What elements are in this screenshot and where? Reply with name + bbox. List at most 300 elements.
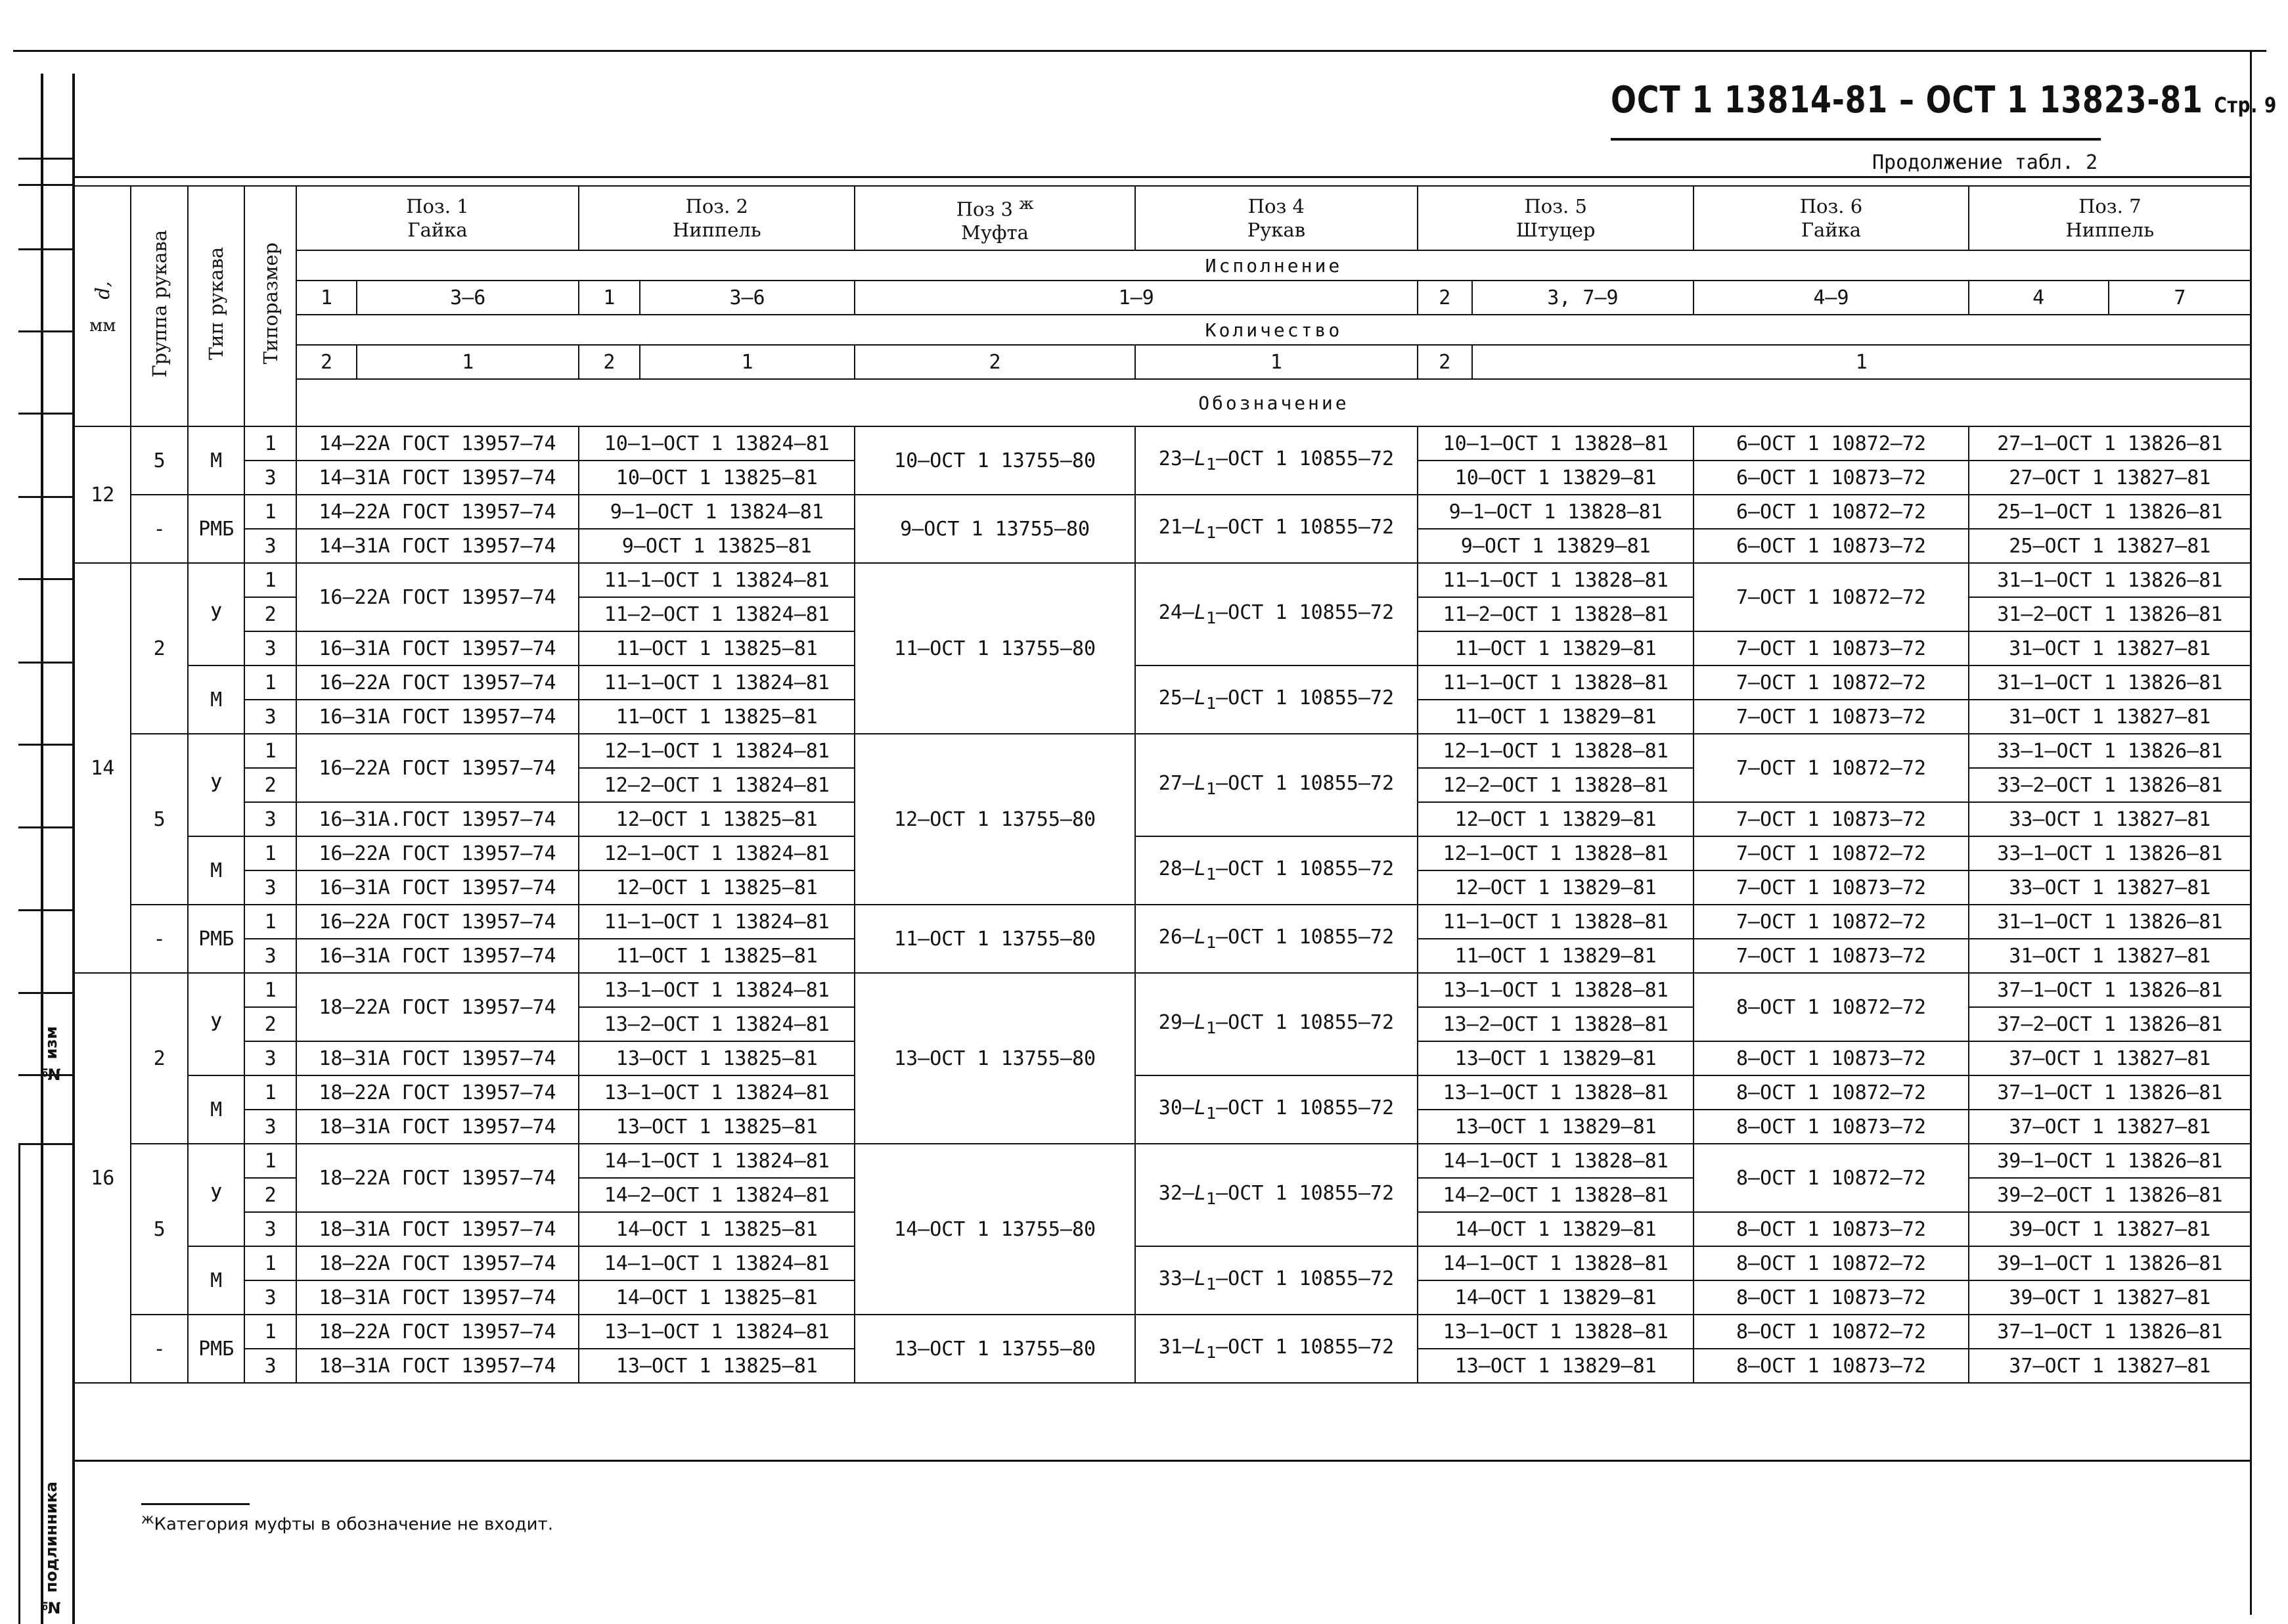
table-row <box>74 734 2251 768</box>
pos4-length-sub: 1 <box>1206 1274 1217 1294</box>
pos4-cell <box>1135 905 1418 973</box>
pos7-cell: 31–ОСТ 1 13827–81 <box>1969 939 2251 973</box>
pos4-length-var: L <box>1194 1336 1207 1359</box>
pos4-name: Рукав <box>1247 219 1306 241</box>
pos7-cell: 39–ОСТ 1 13827–81 <box>1969 1280 2251 1315</box>
pos4-length-sub: 1 <box>1206 865 1217 884</box>
frame-tick <box>18 248 72 250</box>
pos7-cell: 25–1–ОСТ 1 13826–81 <box>1969 495 2251 529</box>
pos6-cell: 7–ОСТ 1 10873–72 <box>1694 802 1968 836</box>
pos4-cell <box>1135 1144 1418 1246</box>
kol-p1a: 2 <box>296 345 357 379</box>
pos4-prefix: 32– <box>1158 1182 1194 1205</box>
page-label: Стр. 9 <box>2214 93 2277 118</box>
pos1-cell: 16–22А ГОСТ 13957–74 <box>296 665 579 700</box>
specification-table <box>74 185 2252 1384</box>
type-cell: РМБ <box>188 495 244 563</box>
pos5-cell: 13–1–ОСТ 1 13828–81 <box>1418 1315 1694 1349</box>
col-size-label: Типоразмер <box>259 242 282 365</box>
pos3-name: Муфта <box>961 221 1029 244</box>
isp-p34: 1–9 <box>855 281 1418 315</box>
pos5-cell: 13–2–ОСТ 1 13828–81 <box>1418 1007 1694 1041</box>
table-row <box>74 665 2251 700</box>
pos4-suffix: –ОСТ 1 10855–72 <box>1216 1011 1395 1034</box>
pos6-cell: 7–ОСТ 1 10873–72 <box>1694 870 1968 905</box>
pos7-cell: 37–1–ОСТ 1 13826–81 <box>1969 973 2251 1007</box>
pos3-num: Поз 3 <box>956 198 1013 221</box>
isp-p2b: 3–6 <box>640 281 855 315</box>
pos5-cell: 13–ОСТ 1 13829–81 <box>1418 1349 1694 1383</box>
pos2-cell: 14–2–ОСТ 1 13824–81 <box>579 1178 855 1212</box>
kol-p4: 1 <box>1135 345 1418 379</box>
group-cell: 2 <box>131 563 187 734</box>
footnote-divider <box>141 1503 250 1505</box>
pos6-header <box>1694 186 1968 250</box>
pos1-cell: 16–31А ГОСТ 13957–74 <box>296 870 579 905</box>
table-row <box>74 1315 2251 1349</box>
pos6-cell: 8–ОСТ 1 10872–72 <box>1694 1246 1968 1280</box>
kol-p1b: 1 <box>357 345 579 379</box>
pos6-cell: 8–ОСТ 1 10873–72 <box>1694 1041 1968 1075</box>
pos5-cell: 11–ОСТ 1 13829–81 <box>1418 631 1694 665</box>
pos7-cell: 37–ОСТ 1 13827–81 <box>1969 1041 2251 1075</box>
pos4-prefix: 33– <box>1158 1267 1194 1290</box>
pos4-suffix: –ОСТ 1 10855–72 <box>1216 1182 1395 1205</box>
pos1-cell: 14–31А ГОСТ 13957–74 <box>296 529 579 563</box>
pos5-cell: 12–1–ОСТ 1 13828–81 <box>1418 836 1694 870</box>
pos2-cell: 12–2–ОСТ 1 13824–81 <box>579 768 855 802</box>
size-cell: 3 <box>244 939 296 973</box>
pos2-cell: 13–ОСТ 1 13825–81 <box>579 1349 855 1383</box>
pos4-length-var: L <box>1194 447 1207 470</box>
table-row <box>74 1246 2251 1280</box>
pos4-cell <box>1135 1075 1418 1144</box>
pos5-num: Поз. 5 <box>1524 195 1587 217</box>
frame-stub-line <box>41 74 43 1624</box>
col-d-header <box>74 186 131 426</box>
pos3-cell: 12–ОСТ 1 13755–80 <box>855 734 1134 905</box>
table-body <box>74 426 2251 1383</box>
size-cell: 1 <box>244 1315 296 1349</box>
pos4-header <box>1135 186 1418 250</box>
pos2-cell: 11–ОСТ 1 13825–81 <box>579 631 855 665</box>
pos5-cell: 12–ОСТ 1 13829–81 <box>1418 802 1694 836</box>
pos4-prefix: 21– <box>1158 516 1194 539</box>
type-cell: М <box>188 665 244 734</box>
size-cell: 1 <box>244 1144 296 1178</box>
pos3-cell: 13–ОСТ 1 13755–80 <box>855 973 1134 1144</box>
group-cell: - <box>131 495 187 563</box>
pos3-cell: 9–ОСТ 1 13755–80 <box>855 495 1134 563</box>
pos1-header <box>296 186 579 250</box>
col-type-header <box>188 186 244 426</box>
pos2-cell: 14–ОСТ 1 13825–81 <box>579 1212 855 1246</box>
pos2-cell: 10–ОСТ 1 13825–81 <box>579 461 855 495</box>
pos6-cell: 6–ОСТ 1 10872–72 <box>1694 426 1968 461</box>
pos4-prefix: 27– <box>1158 772 1194 795</box>
pos4-length-var: L <box>1194 687 1207 710</box>
col-d-unit: мм <box>89 316 116 336</box>
kol-p2a: 2 <box>579 345 640 379</box>
frame-tick <box>18 909 72 911</box>
group-cell: 2 <box>131 973 187 1144</box>
size-cell: 3 <box>244 1041 296 1075</box>
isp-p6: 4–9 <box>1694 281 1968 315</box>
type-cell: У <box>188 973 244 1075</box>
kol-p3: 2 <box>855 345 1134 379</box>
frame-header-line <box>74 176 2250 178</box>
pos3-cell: 10–ОСТ 1 13755–80 <box>855 426 1134 495</box>
pos2-cell: 11–ОСТ 1 13825–81 <box>579 700 855 734</box>
type-cell: У <box>188 563 244 665</box>
pos4-length-var: L <box>1194 1182 1207 1205</box>
pos1-cell: 16–22А ГОСТ 13957–74 <box>296 905 579 939</box>
pos5-cell: 9–1–ОСТ 1 13828–81 <box>1418 495 1694 529</box>
pos2-cell: 11–1–ОСТ 1 13824–81 <box>579 563 855 597</box>
pos4-length-sub: 1 <box>1206 1104 1217 1123</box>
type-cell: М <box>188 1246 244 1315</box>
pos6-cell: 7–ОСТ 1 10872–72 <box>1694 836 1968 870</box>
isp-p5b: 3, 7–9 <box>1472 281 1694 315</box>
pos1-cell: 18–31А ГОСТ 13957–74 <box>296 1280 579 1315</box>
pos1-cell: 18–22А ГОСТ 13957–74 <box>296 973 579 1041</box>
pos1-cell: 16–22А ГОСТ 13957–74 <box>296 563 579 631</box>
kol-p567: 1 <box>1472 345 2252 379</box>
pos7-cell: 31–1–ОСТ 1 13826–81 <box>1969 905 2251 939</box>
pos6-name: Гайка <box>1801 219 1862 241</box>
frame-inner-line <box>18 1143 20 1624</box>
pos5-cell: 12–2–ОСТ 1 13828–81 <box>1418 768 1694 802</box>
type-cell: РМБ <box>188 1315 244 1383</box>
pos4-length-sub: 1 <box>1206 1018 1217 1037</box>
type-cell: М <box>188 426 244 495</box>
pos4-length-sub: 1 <box>1206 779 1217 798</box>
pos1-cell: 18–22А ГОСТ 13957–74 <box>296 1075 579 1110</box>
pos7-cell: 33–ОСТ 1 13827–81 <box>1969 870 2251 905</box>
pos1-cell: 16–31А ГОСТ 13957–74 <box>296 939 579 973</box>
pos4-cell <box>1135 665 1418 734</box>
pos4-suffix: –ОСТ 1 10855–72 <box>1216 1096 1395 1119</box>
pos2-cell: 13–ОСТ 1 13825–81 <box>579 1110 855 1144</box>
pos4-length-sub: 1 <box>1206 694 1217 713</box>
pos5-cell: 13–1–ОСТ 1 13828–81 <box>1418 973 1694 1007</box>
pos7-num: Поз. 7 <box>2078 195 2142 217</box>
pos4-suffix: –ОСТ 1 10855–72 <box>1216 1336 1395 1359</box>
pos2-name: Ниппель <box>672 219 761 241</box>
pos4-prefix: 23– <box>1158 447 1194 470</box>
size-cell: 1 <box>244 836 296 870</box>
group-cell: 5 <box>131 734 187 905</box>
pos5-header <box>1418 186 1694 250</box>
col-group-header <box>131 186 187 426</box>
pos4-cell <box>1135 836 1418 905</box>
pos6-num: Поз. 6 <box>1799 195 1863 217</box>
label-kolichestvo: Количество <box>296 315 2251 345</box>
label-ispolnenie: Исполнение <box>296 250 2251 281</box>
pos7-header <box>1969 186 2251 250</box>
pos2-num: Поз. 2 <box>685 195 749 217</box>
pos7-cell: 31–ОСТ 1 13827–81 <box>1969 631 2251 665</box>
pos5-cell: 13–ОСТ 1 13829–81 <box>1418 1110 1694 1144</box>
pos5-cell: 12–1–ОСТ 1 13828–81 <box>1418 734 1694 768</box>
pos2-cell: 11–1–ОСТ 1 13824–81 <box>579 665 855 700</box>
pos6-cell: 8–ОСТ 1 10873–72 <box>1694 1212 1968 1246</box>
pos6-cell: 7–ОСТ 1 10872–72 <box>1694 563 1968 631</box>
pos7-cell: 39–1–ОСТ 1 13826–81 <box>1969 1144 2251 1178</box>
pos4-suffix: –ОСТ 1 10855–72 <box>1216 447 1395 470</box>
pos1-name: Гайка <box>407 219 468 241</box>
pos4-length-sub: 1 <box>1206 1189 1217 1208</box>
table-row <box>74 495 2251 529</box>
podl-label: № подлинника <box>42 1481 60 1617</box>
pos3-header <box>855 186 1134 250</box>
table-row <box>74 905 2251 939</box>
pos3-cell: 13–ОСТ 1 13755–80 <box>855 1315 1134 1383</box>
col-size-header <box>244 186 296 426</box>
size-cell: 1 <box>244 665 296 700</box>
pos1-cell: 18–31А ГОСТ 13957–74 <box>296 1110 579 1144</box>
pos6-cell: 6–ОСТ 1 10873–72 <box>1694 529 1968 563</box>
table-row <box>74 973 2251 1007</box>
pos2-cell: 12–ОСТ 1 13825–81 <box>579 870 855 905</box>
size-cell: 1 <box>244 734 296 768</box>
pos1-cell: 16–22А ГОСТ 13957–74 <box>296 734 579 802</box>
pos4-length-sub: 1 <box>1206 608 1217 627</box>
pos6-cell: 6–ОСТ 1 10873–72 <box>1694 461 1968 495</box>
frame-tick <box>18 184 72 186</box>
size-cell: 2 <box>244 1007 296 1041</box>
pos2-cell: 13–ОСТ 1 13825–81 <box>579 1041 855 1075</box>
pos4-suffix: –ОСТ 1 10855–72 <box>1216 516 1395 539</box>
pos1-cell: 18–22А ГОСТ 13957–74 <box>296 1315 579 1349</box>
pos4-length-var: L <box>1194 857 1207 880</box>
pos2-cell: 14–1–ОСТ 1 13824–81 <box>579 1144 855 1178</box>
size-cell: 1 <box>244 973 296 1007</box>
frame-tick <box>18 158 72 160</box>
footnote-mark: ж <box>141 1511 154 1527</box>
pos4-suffix: –ОСТ 1 10855–72 <box>1216 601 1395 624</box>
pos4-length-var: L <box>1194 772 1207 795</box>
size-cell: 3 <box>244 1110 296 1144</box>
pos1-cell: 14–22А ГОСТ 13957–74 <box>296 426 579 461</box>
pos1-cell: 16–31А ГОСТ 13957–74 <box>296 631 579 665</box>
pos7-cell: 25–ОСТ 1 13827–81 <box>1969 529 2251 563</box>
pos2-header <box>579 186 855 250</box>
pos2-cell: 13–1–ОСТ 1 13824–81 <box>579 1075 855 1110</box>
pos4-cell <box>1135 563 1418 665</box>
pos4-prefix: 30– <box>1158 1096 1194 1119</box>
group-cell: - <box>131 1315 187 1383</box>
size-cell: 3 <box>244 700 296 734</box>
pos1-cell: 16–22А ГОСТ 13957–74 <box>296 836 579 870</box>
pos7-cell: 39–ОСТ 1 13827–81 <box>1969 1212 2251 1246</box>
pos4-length-var: L <box>1194 1267 1207 1290</box>
continuation-label: Продолжение табл. 2 <box>1872 151 2098 174</box>
pos2-cell: 11–1–ОСТ 1 13824–81 <box>579 905 855 939</box>
pos5-cell: 13–1–ОСТ 1 13828–81 <box>1418 1075 1694 1110</box>
kol-p2b: 1 <box>640 345 855 379</box>
size-cell: 1 <box>244 495 296 529</box>
pos5-cell: 11–ОСТ 1 13829–81 <box>1418 939 1694 973</box>
pos4-suffix: –ОСТ 1 10855–72 <box>1216 926 1395 949</box>
pos4-length-sub: 1 <box>1206 1343 1217 1362</box>
pos6-cell: 8–ОСТ 1 10872–72 <box>1694 973 1968 1041</box>
pos2-cell: 12–1–ОСТ 1 13824–81 <box>579 836 855 870</box>
size-cell: 3 <box>244 1349 296 1383</box>
col-group-label: Группа рукава <box>148 229 171 378</box>
pos1-cell: 16–31А.ГОСТ 13957–74 <box>296 802 579 836</box>
pos7-cell: 31–1–ОСТ 1 13826–81 <box>1969 665 2251 700</box>
pos5-cell: 11–1–ОСТ 1 13828–81 <box>1418 563 1694 597</box>
pos6-cell: 7–ОСТ 1 10873–72 <box>1694 631 1968 665</box>
pos6-cell: 8–ОСТ 1 10872–72 <box>1694 1075 1968 1110</box>
pos2-cell: 13–1–ОСТ 1 13824–81 <box>579 973 855 1007</box>
table-row <box>74 836 2251 870</box>
size-cell: 1 <box>244 1075 296 1110</box>
pos7-cell: 33–1–ОСТ 1 13826–81 <box>1969 836 2251 870</box>
pos7-cell: 27–ОСТ 1 13827–81 <box>1969 461 2251 495</box>
pos7-cell: 27–1–ОСТ 1 13826–81 <box>1969 426 2251 461</box>
pos4-suffix: –ОСТ 1 10855–72 <box>1216 772 1395 795</box>
pos2-cell: 9–1–ОСТ 1 13824–81 <box>579 495 855 529</box>
pos7-cell: 33–2–ОСТ 1 13826–81 <box>1969 768 2251 802</box>
izm-label: № изм <box>42 1026 60 1083</box>
pos6-cell: 6–ОСТ 1 10872–72 <box>1694 495 1968 529</box>
frame-tick <box>18 1143 72 1145</box>
doc-title: ОСТ 1 13814-81 – ОСТ 1 13823-81 <box>1611 79 2203 122</box>
isp-p2a: 1 <box>579 281 640 315</box>
group-cell: 5 <box>131 426 187 495</box>
pos4-length-sub: 1 <box>1206 933 1217 952</box>
pos7-cell: 37–ОСТ 1 13827–81 <box>1969 1349 2251 1383</box>
table-row <box>74 1144 2251 1178</box>
footnote <box>141 1511 553 1535</box>
pos3-cell: 14–ОСТ 1 13755–80 <box>855 1144 1134 1315</box>
pos1-cell: 14–31А ГОСТ 13957–74 <box>296 461 579 495</box>
table-row <box>74 1075 2251 1110</box>
frame-tick <box>18 826 72 828</box>
pos7-cell: 31–ОСТ 1 13827–81 <box>1969 700 2251 734</box>
pos4-length-var: L <box>1194 1011 1207 1034</box>
size-cell: 1 <box>244 563 296 597</box>
pos1-cell: 14–22А ГОСТ 13957–74 <box>296 495 579 529</box>
col-type-label: Тип рукава <box>205 247 228 360</box>
pos7-cell: 31–2–ОСТ 1 13826–81 <box>1969 597 2251 631</box>
pos4-prefix: 24– <box>1158 601 1194 624</box>
size-cell: 3 <box>244 1280 296 1315</box>
pos5-cell: 11–1–ОСТ 1 13828–81 <box>1418 665 1694 700</box>
size-cell: 1 <box>244 426 296 461</box>
size-cell: 2 <box>244 768 296 802</box>
pos5-cell: 13–ОСТ 1 13829–81 <box>1418 1041 1694 1075</box>
table-row <box>74 426 2251 461</box>
pos4-prefix: 31– <box>1158 1336 1194 1359</box>
pos4-cell <box>1135 973 1418 1075</box>
kol-p5a: 2 <box>1418 345 1471 379</box>
size-cell: 3 <box>244 1212 296 1246</box>
size-cell: 3 <box>244 529 296 563</box>
pos7-cell: 33–ОСТ 1 13827–81 <box>1969 802 2251 836</box>
pos3-cell: 11–ОСТ 1 13755–80 <box>855 563 1134 734</box>
pos4-num: Поз 4 <box>1247 195 1305 217</box>
pos4-prefix: 26– <box>1158 926 1194 949</box>
frame-tick <box>18 662 72 664</box>
pos7-cell: 37–1–ОСТ 1 13826–81 <box>1969 1075 2251 1110</box>
pos7-cell: 37–1–ОСТ 1 13826–81 <box>1969 1315 2251 1349</box>
pos5-cell: 11–2–ОСТ 1 13828–81 <box>1418 597 1694 631</box>
pos6-cell: 7–ОСТ 1 10873–72 <box>1694 700 1968 734</box>
pos1-cell: 16–31А ГОСТ 13957–74 <box>296 700 579 734</box>
pos7-cell: 37–ОСТ 1 13827–81 <box>1969 1110 2251 1144</box>
frame-tick <box>18 744 72 746</box>
diameter-cell: 14 <box>74 563 131 973</box>
pos4-length-var: L <box>1194 926 1207 949</box>
table-row <box>74 563 2251 597</box>
pos2-cell: 9–ОСТ 1 13825–81 <box>579 529 855 563</box>
pos3-mark: ж <box>1019 194 1034 213</box>
pos1-num: Поз. 1 <box>406 195 469 217</box>
pos5-cell: 14–1–ОСТ 1 13828–81 <box>1418 1246 1694 1280</box>
pos7-cell: 33–1–ОСТ 1 13826–81 <box>1969 734 2251 768</box>
size-cell: 2 <box>244 1178 296 1212</box>
type-cell: РМБ <box>188 905 244 973</box>
type-cell: М <box>188 1075 244 1144</box>
pos4-length-var: L <box>1194 601 1207 624</box>
isp-p1a: 1 <box>296 281 357 315</box>
pos4-length-var: L <box>1194 1096 1207 1119</box>
pos3-cell: 11–ОСТ 1 13755–80 <box>855 905 1134 973</box>
isp-p5a: 2 <box>1418 281 1471 315</box>
pos5-cell: 14–ОСТ 1 13829–81 <box>1418 1280 1694 1315</box>
pos5-cell: 9–ОСТ 1 13829–81 <box>1418 529 1694 563</box>
pos2-cell: 12–1–ОСТ 1 13824–81 <box>579 734 855 768</box>
pos4-length-sub: 1 <box>1206 523 1217 542</box>
diameter-cell: 12 <box>74 426 131 563</box>
pos2-cell: 11–ОСТ 1 13825–81 <box>579 939 855 973</box>
footnote-text: Категория муфты в обозначение не входит. <box>154 1514 553 1535</box>
pos5-cell: 14–1–ОСТ 1 13828–81 <box>1418 1144 1694 1178</box>
frame-tick <box>18 992 72 994</box>
pos7-cell: 39–1–ОСТ 1 13826–81 <box>1969 1246 2251 1280</box>
pos1-cell: 18–31А ГОСТ 13957–74 <box>296 1041 579 1075</box>
pos4-suffix: –ОСТ 1 10855–72 <box>1216 1267 1395 1290</box>
pos2-cell: 11–2–ОСТ 1 13824–81 <box>579 597 855 631</box>
pos5-cell: 10–ОСТ 1 13829–81 <box>1418 461 1694 495</box>
pos7-cell: 39–2–ОСТ 1 13826–81 <box>1969 1178 2251 1212</box>
pos4-cell <box>1135 495 1418 563</box>
pos1-cell: 18–31А ГОСТ 13957–74 <box>296 1349 579 1383</box>
pos4-prefix: 28– <box>1158 857 1194 880</box>
frame-tick <box>18 578 72 580</box>
pos6-cell: 7–ОСТ 1 10872–72 <box>1694 905 1968 939</box>
pos5-cell: 10–1–ОСТ 1 13828–81 <box>1418 426 1694 461</box>
pos6-cell: 7–ОСТ 1 10872–72 <box>1694 734 1968 802</box>
col-d: d, <box>91 281 114 300</box>
frame-tick <box>18 413 72 415</box>
pos2-cell: 12–ОСТ 1 13825–81 <box>579 802 855 836</box>
pos4-prefix: 29– <box>1158 1011 1194 1034</box>
isp-p7b: 7 <box>2109 281 2251 315</box>
pos2-cell: 14–1–ОСТ 1 13824–81 <box>579 1246 855 1280</box>
pos6-cell: 8–ОСТ 1 10873–72 <box>1694 1280 1968 1315</box>
pos6-cell: 8–ОСТ 1 10872–72 <box>1694 1144 1968 1212</box>
size-cell: 3 <box>244 461 296 495</box>
pos6-cell: 8–ОСТ 1 10873–72 <box>1694 1110 1968 1144</box>
size-cell: 1 <box>244 905 296 939</box>
pos4-cell <box>1135 1315 1418 1383</box>
pos5-name: Штуцер <box>1515 219 1596 241</box>
isp-p7a: 4 <box>1969 281 2109 315</box>
